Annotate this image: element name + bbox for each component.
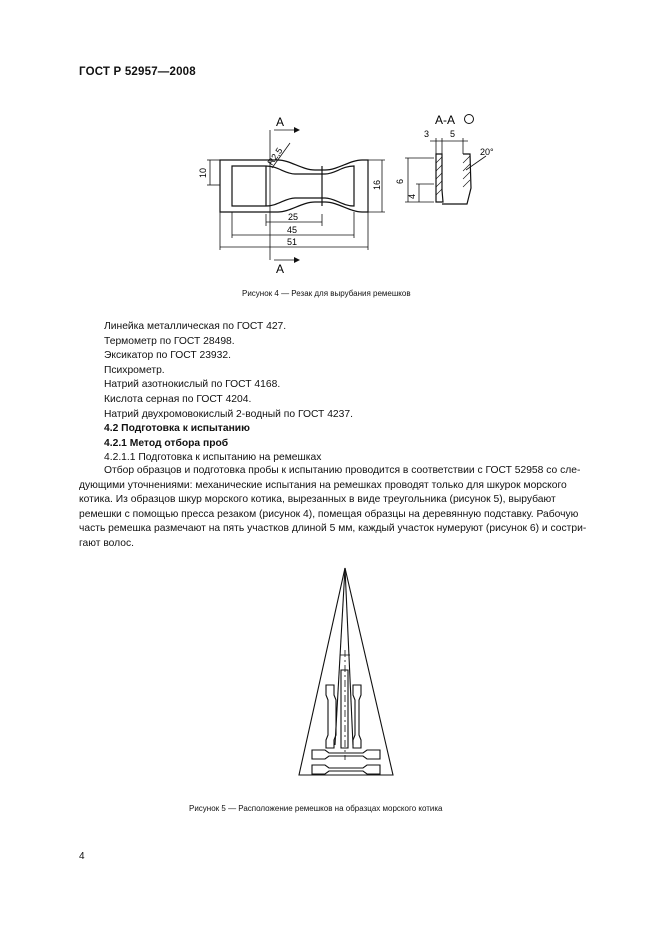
section-heading-4-2: 4.2 Подготовка к испытанию <box>104 423 250 435</box>
list-item: Натрий азотнокислый по ГОСТ 4168. <box>104 379 281 391</box>
figure-4-cutter-drawing <box>190 108 510 278</box>
dim-6-label: 6 <box>395 178 405 184</box>
figure-5-triangle-drawing <box>295 560 405 788</box>
list-item: Линейка металлическая по ГОСТ 427. <box>104 321 287 332</box>
figure-4-caption: Рисунок 4 — Резак для вырубания ремешков <box>242 289 411 298</box>
page-number: 4 <box>79 851 85 862</box>
cutter-inner-outline <box>232 166 354 206</box>
list-item: Кислота серная по ГОСТ 4204. <box>104 393 252 405</box>
section-title: А-А <box>435 113 456 127</box>
section-marker-bottom: А <box>276 262 285 276</box>
dim-10-label: 10 <box>198 167 208 178</box>
list-item: Эксикатор по ГОСТ 23932. <box>104 350 231 362</box>
document-header: ГОСТ Р 52957—2008 <box>79 66 196 78</box>
radius-label: R2,5 <box>265 145 285 168</box>
list-item: Психрометр. <box>104 364 165 376</box>
dim-51-label: 51 <box>287 237 298 247</box>
paragraph-line: котика. Из образцов шкур морского котика, вырезанных в виде треугольника (рисунок 5), вырубают <box>79 494 556 506</box>
paragraph-line: дующими уточнениями: механические испытания на ремешках проводят только для шкурок морского <box>79 479 567 491</box>
section-heading-4-2-1-1: 4.2.1.1 Подготовка к испытанию на ремешках <box>104 452 322 464</box>
body-paragraph <box>79 464 615 552</box>
list-item: Термометр по ГОСТ 28498. <box>104 335 235 347</box>
figure-5-caption: Рисунок 5 — Расположение ремешков на образцах морского котика <box>189 804 443 813</box>
dim-25-label: 25 <box>288 212 299 222</box>
equipment-list <box>104 320 353 466</box>
paragraph-line: Отбор образцов и подготовка пробы к испытанию проводится в соответствии с ГОСТ 52958 со сле- <box>104 465 581 476</box>
dim-4-label: 4 <box>407 193 417 199</box>
angle-label: 20° <box>480 147 494 157</box>
dim-45-label: 45 <box>287 225 298 235</box>
section-heading-4-2-1: 4.2.1 Метод отбора проб <box>104 437 229 449</box>
dim-16-label: 16 <box>372 179 382 190</box>
dim-3-label: 3 <box>424 129 430 139</box>
list-item: Натрий двухромовокислый 2-водный по ГОСТ 4237. <box>104 408 353 420</box>
rotation-icon <box>465 115 474 124</box>
dim-5-label: 5 <box>450 129 456 139</box>
paragraph-line: ремешки с помощью пресса резаком (рисунок 4), помещая образцы на деревянную подставку. Рабочую <box>79 508 579 520</box>
paragraph-line: гают волос. <box>79 537 135 549</box>
section-marker-top: А <box>276 115 285 129</box>
paragraph-line: часть ремешка размечают на пять участков длиной 5 мм, каждый участок нумеруют (рисунок 6) и состри- <box>79 523 587 535</box>
